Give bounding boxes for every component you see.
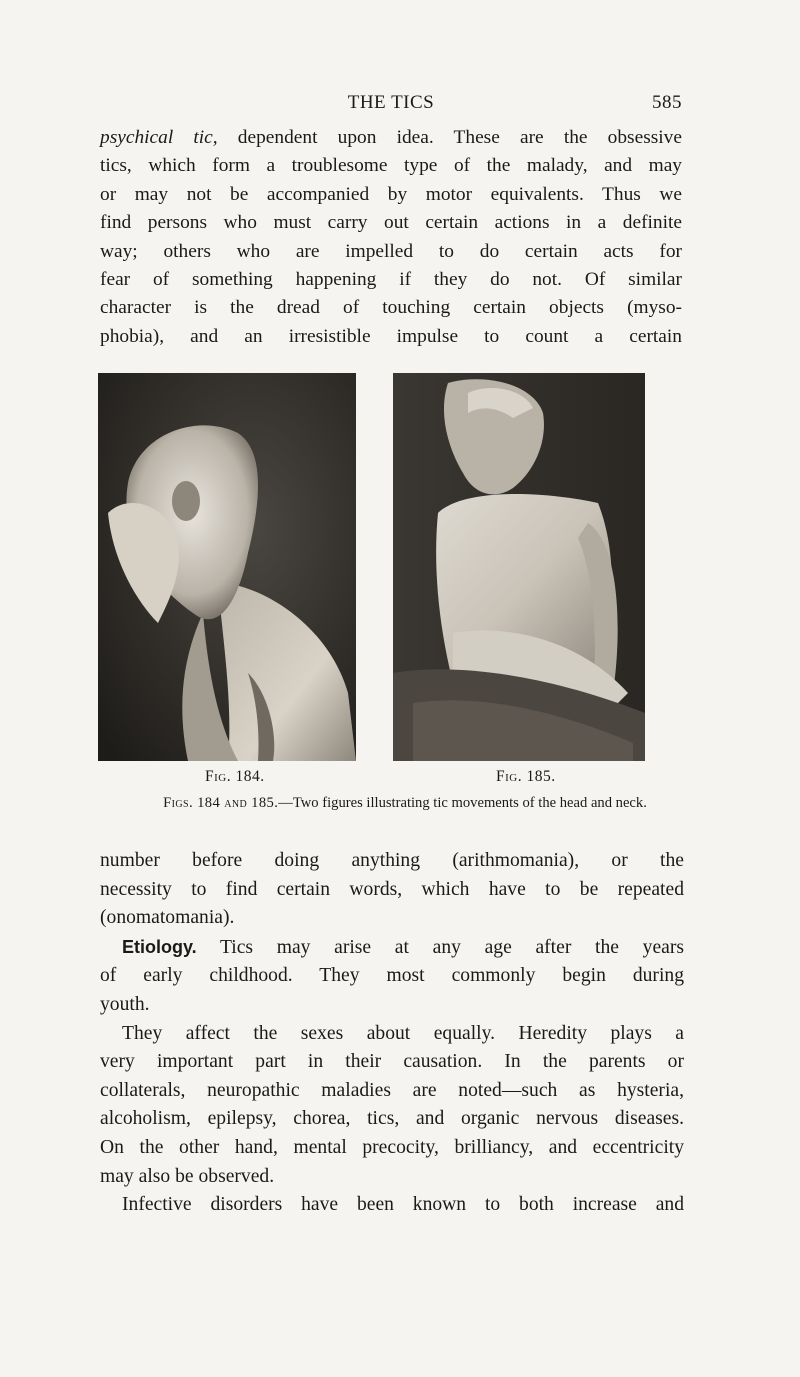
text-line: psychical tic, dependent upon idea. These are the obsessive bbox=[100, 127, 682, 148]
page-number: 585 bbox=[652, 92, 682, 113]
text-line: (onomatomania). bbox=[100, 907, 235, 929]
text-line: youth. bbox=[100, 993, 150, 1015]
text-line: character is the dread of touching certain objects (myso- bbox=[100, 297, 682, 319]
caption-lead: Figs. 184 and 185. bbox=[163, 795, 279, 811]
figure-caption bbox=[150, 794, 660, 813]
text-line: phobia), and an irresistible impulse to count a certain bbox=[100, 325, 682, 347]
top-paragraph bbox=[100, 124, 682, 351]
figure-185-label: Fig. 185. bbox=[496, 768, 556, 785]
caption-text: —Two figures illustrating tic movements of the head and neck. bbox=[278, 795, 647, 811]
text-line: may also be observed. bbox=[100, 1165, 275, 1187]
text-line: fear of something happening if they do not. Of similar bbox=[100, 269, 682, 291]
text-line: collaterals, neuropathic maladies are noted—such as hysteria, bbox=[100, 1079, 684, 1101]
section-heading-etiology: Etiology. bbox=[122, 936, 197, 957]
text-line: necessity to find certain words, which have to be repeated bbox=[100, 878, 684, 900]
text-line: tics, which form a troublesome type of the malady, and may bbox=[100, 155, 682, 177]
figure-184-label: Fig. 184. bbox=[205, 768, 265, 785]
figure-185-photo bbox=[393, 373, 645, 761]
bottom-text bbox=[100, 847, 684, 1220]
text-line: of early childhood. They most commonly begin during bbox=[100, 965, 684, 987]
text-line: find persons who must carry out certain actions in a definite bbox=[100, 212, 682, 234]
text-line: number before doing anything (arithmomania), or the bbox=[100, 850, 684, 871]
italic-term: psychical tic, bbox=[100, 127, 218, 148]
running-head bbox=[100, 92, 682, 120]
running-head-title: THE TICS bbox=[347, 92, 435, 113]
text-line: alcoholism, epilepsy, chorea, tics, and organic nervous diseases. bbox=[100, 1108, 684, 1130]
text-line: way; others who are impelled to do certain acts for bbox=[100, 240, 682, 262]
text-line: or may not be accompanied by motor equivalents. Thus we bbox=[100, 183, 682, 205]
text-line: very important part in their causation. In the parents or bbox=[100, 1051, 684, 1073]
text-line: They affect the sexes about equally. Heredity plays a bbox=[122, 1022, 684, 1044]
figure-184-photo bbox=[98, 373, 356, 761]
text-line: Infective disorders have been known to both increase and bbox=[122, 1194, 684, 1216]
text-line: Etiology. Tics may arise at any age after the years bbox=[122, 936, 684, 958]
text-line: On the other hand, mental precocity, brilliancy, and eccentricity bbox=[100, 1136, 684, 1158]
